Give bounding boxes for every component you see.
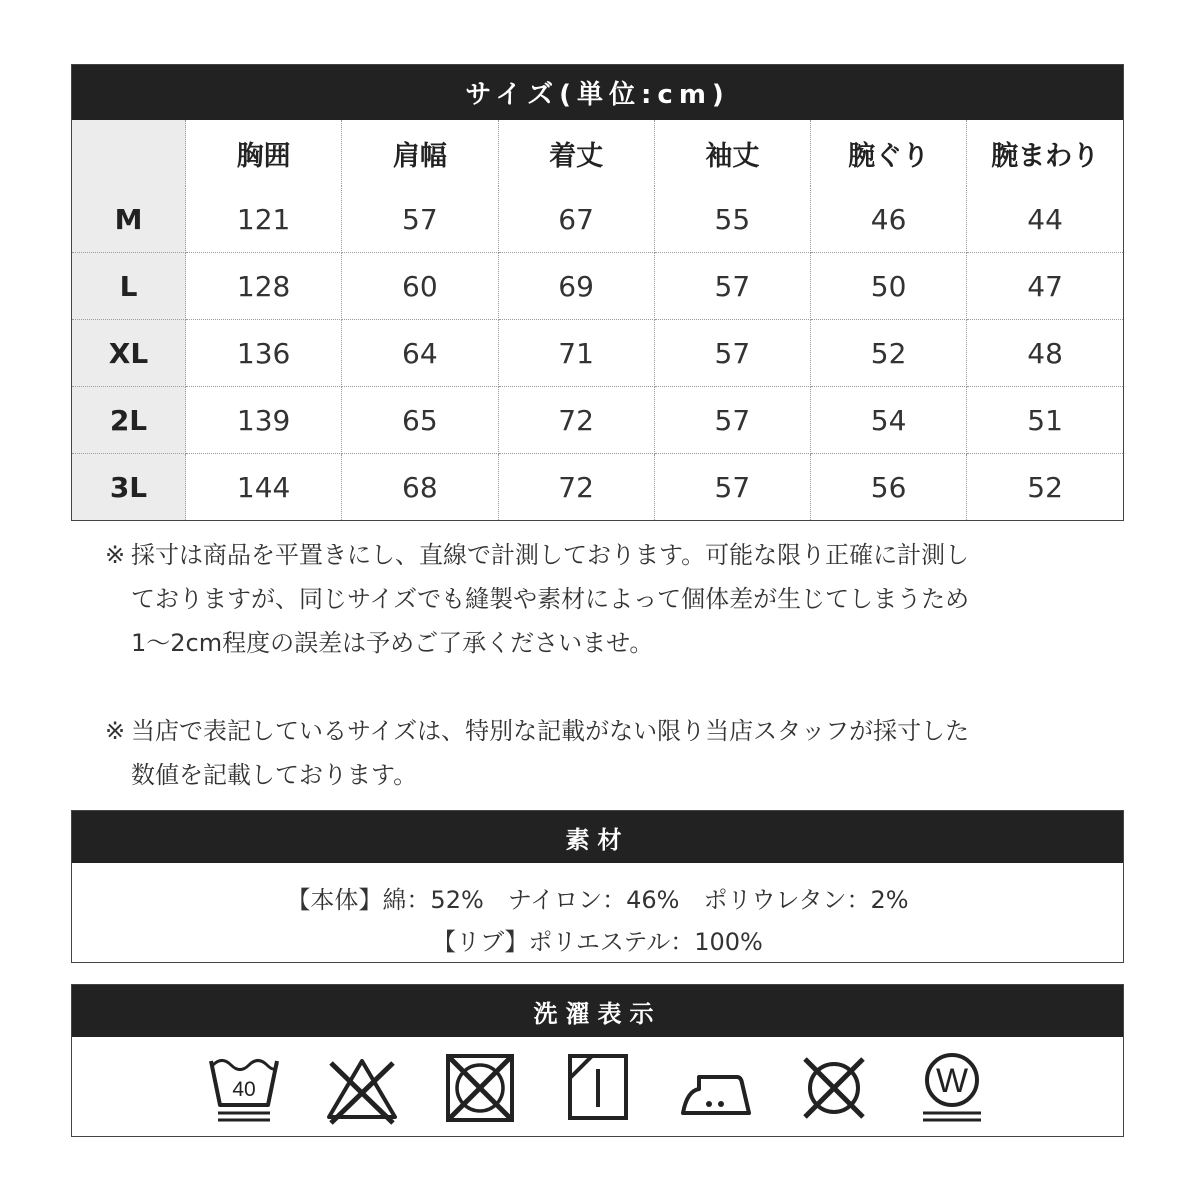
material-section: [71, 810, 1124, 963]
table-cell: 48: [967, 320, 1123, 387]
line-dry-shade-icon: [561, 1047, 635, 1127]
table-cell: 56: [811, 454, 967, 521]
column-header-arm-circumference: 腕まわり: [967, 120, 1123, 186]
table-cell: 57: [654, 253, 810, 320]
note-measuring-method: [105, 533, 1105, 665]
corner-cell: [72, 120, 186, 186]
note-line: 採寸は商品を平置きにし、直線で計測しております。可能な限り正確に計測し: [131, 541, 970, 569]
size-label: 3L: [72, 454, 186, 521]
laundry-title: 洗濯表示: [72, 985, 1123, 1037]
note-line: 1～2cm程度の誤差は予めご了承くださいませ。: [131, 629, 654, 657]
note-line: ておりますが、同じサイズでも縫製や素材によって個体差が生じてしまうため: [131, 585, 970, 613]
table-cell: 57: [342, 186, 498, 253]
size-label: XL: [72, 320, 186, 387]
table-cell: 136: [186, 320, 342, 387]
table-cell: 57: [654, 387, 810, 454]
table-row: [72, 387, 1123, 454]
iron-medium-icon: [679, 1047, 753, 1127]
table-cell: 50: [811, 253, 967, 320]
note-line: 数値を記載しております。: [131, 761, 418, 789]
table-cell: 57: [654, 454, 810, 521]
table-cell: 128: [186, 253, 342, 320]
note-mark: ※: [105, 717, 126, 745]
care-icons: [72, 1037, 1123, 1137]
column-header-sleeve: 袖丈: [654, 120, 810, 186]
measurement-notes: [105, 533, 1105, 797]
table-cell: 47: [967, 253, 1123, 320]
table-cell: 57: [654, 320, 810, 387]
table-cell: 55: [654, 186, 810, 253]
table-cell: 72: [498, 387, 654, 454]
table-row: [72, 454, 1123, 521]
wash-temperature: 40: [231, 1078, 256, 1101]
table-cell: 64: [342, 320, 498, 387]
column-header-length: 着丈: [498, 120, 654, 186]
table-cell: 121: [186, 186, 342, 253]
column-header-chest: 胸囲: [186, 120, 342, 186]
note-staff-measurement: [105, 709, 1105, 797]
size-label: M: [72, 186, 186, 253]
size-label: 2L: [72, 387, 186, 454]
material-rib-line: 【リブ】ポリエステル：100%: [432, 928, 763, 956]
table-cell: 71: [498, 320, 654, 387]
no-dry-clean-icon: [797, 1047, 871, 1127]
table-cell: 139: [186, 387, 342, 454]
table-cell: 44: [967, 186, 1123, 253]
column-header-shoulder: 肩幅: [342, 120, 498, 186]
table-cell: 52: [967, 454, 1123, 521]
material-title: 素材: [72, 811, 1123, 863]
wet-clean-icon: [915, 1047, 989, 1127]
wet-clean-letter: W: [935, 1062, 968, 1100]
table-cell: 67: [498, 186, 654, 253]
table-cell: 60: [342, 253, 498, 320]
column-header-armhole: 腕ぐり: [811, 120, 967, 186]
table-cell: 65: [342, 387, 498, 454]
note-mark: ※: [105, 541, 126, 569]
table-row: [72, 320, 1123, 387]
table-cell: 46: [811, 186, 967, 253]
table-row: [72, 253, 1123, 320]
table-cell: 144: [186, 454, 342, 521]
table-cell: 72: [498, 454, 654, 521]
size-grid: [72, 120, 1123, 520]
table-cell: 51: [967, 387, 1123, 454]
size-label: L: [72, 253, 186, 320]
table-cell: 54: [811, 387, 967, 454]
table-cell: 69: [498, 253, 654, 320]
header-row: [72, 120, 1123, 186]
size-table: [71, 64, 1124, 521]
material-body-line: 【本体】綿：52% ナイロン：46% ポリウレタン：2%: [286, 886, 909, 914]
no-tumble-dry-icon: [443, 1047, 517, 1127]
no-bleach-icon: [325, 1047, 399, 1127]
note-line: 当店で表記しているサイズは、特別な記載がない限り当店スタッフが採寸した: [131, 717, 970, 745]
table-row: [72, 186, 1123, 253]
table-cell: 52: [811, 320, 967, 387]
wash-40-icon: [207, 1047, 281, 1127]
laundry-section: [71, 984, 1124, 1137]
table-cell: 68: [342, 454, 498, 521]
size-table-title: サイズ(単位:cm): [72, 65, 1123, 120]
